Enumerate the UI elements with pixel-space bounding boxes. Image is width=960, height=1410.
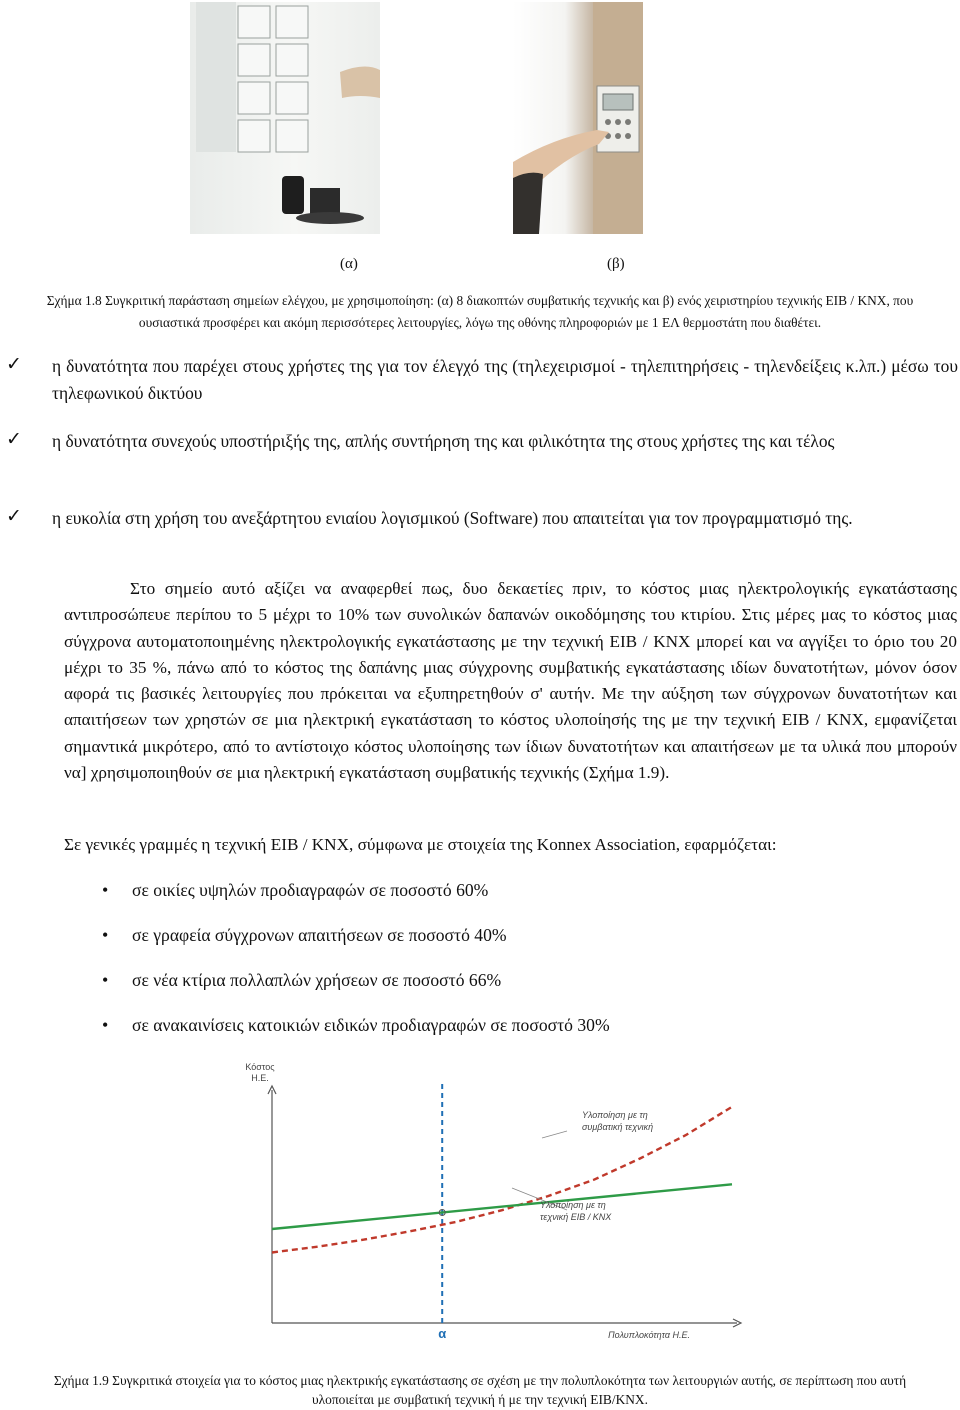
conventional-cost-curve <box>272 1107 732 1253</box>
checklist-item: η δυνατότητα που παρέχει στους χρήστες της για τον έλεγχό της (τηλεχειρισμοί - τηλεπιτηρήσεις - τηλενδείξεις κ.λπ.) μέσω του τηλεφωνικού δικτύου <box>52 356 958 403</box>
switch-column-left <box>238 6 270 152</box>
bullet-dot: • <box>102 880 109 900</box>
figure-label-a: (α) <box>340 256 358 272</box>
x-axis-label: Πολυπλοκότητα Η.Ε. <box>608 1330 690 1340</box>
knx-cost-line <box>272 1184 732 1229</box>
bullet-item: σε οικίες υψηλών προδιαγραφών σε ποσοστό 60% <box>132 880 489 900</box>
checklist-item: η δυνατότητα συνεχούς υποστήριξής της, απλής συντήρηση της και φιλικότητα της στους χρήστες της και τέλος <box>52 431 835 451</box>
figure-label-b: (β) <box>607 256 625 272</box>
bullet-item: σε ανακαινίσεις κατοικιών ειδικών προδιαγραφών σε ποσοστό 30% <box>132 1015 610 1035</box>
marker-label: α <box>438 1326 447 1341</box>
series-label-knx-line1: Υλοποίηση με τη <box>540 1200 606 1210</box>
figure-1-9-caption-line1: Σχήμα 1.9 Συγκριτικά στοιχεία για το κόστος μιας ηλεκτρικής εγκατάστασης σε σχέση με την πολυπλοκότητα των λειτουργιών αυτής, σε περίπτωση που αυτή <box>53 1373 907 1388</box>
series-label-knx-line2: τεχνική EIB / KNX <box>540 1212 612 1222</box>
checklist-item: η ευκολία στη χρήση του ανεξάρτητου ενιαίου λογισμικού (Software) που απαιτείται για τον προγραμματισμό της. <box>52 508 853 528</box>
bullet-dot: • <box>102 970 109 990</box>
y-axis-label-line1: Κόστος <box>245 1062 275 1072</box>
bullet-item: σε νέα κτίρια πολλαπλών χρήσεων σε ποσοστό 66% <box>132 970 502 990</box>
series-label-conventional-line2: συμβατική τεχνική <box>582 1122 654 1132</box>
figure-1-9-caption-line2: υλοποιείται με συμβατική τεχνική ή με την τεχνική EIB/KNX. <box>312 1392 648 1407</box>
y-axis-label-line2: Η.Ε. <box>251 1073 269 1083</box>
body-paragraph <box>64 576 957 786</box>
switch-column-right <box>276 6 308 152</box>
cost-complexity-chart <box>212 1058 752 1358</box>
knx-control-panel-photo <box>513 2 643 234</box>
series-label-conventional-line1: Υλοποίηση με τη <box>582 1110 648 1120</box>
check-icon: ✓ <box>6 505 22 527</box>
conventional-label-leader <box>542 1131 567 1138</box>
figure-1-8-caption-line1: Σχήμα 1.8 Συγκριτική παράσταση σημείων ελέγχου, με χρησιμοποίηση: (α) 8 διακοπτών συμβατικής τεχνικής και β) ενός χειριστηρίου τεχνικής EIB / KNX, που <box>46 293 914 308</box>
check-icon: ✓ <box>6 353 22 375</box>
figure-1-8-caption-line2: ουσιαστικά προσφέρει και ακόμη περισσότερες λειτουργίες, λόγω της οθόνης πληροφοριών με 1 ΕΛ θερμοστάτη που διαθέτει. <box>138 315 822 330</box>
y-axis <box>268 1086 276 1323</box>
x-axis <box>272 1319 741 1327</box>
check-icon: ✓ <box>6 428 22 450</box>
conventional-switches-photo <box>190 2 380 234</box>
intro-paragraph: Σε γενικές γραμμές η τεχνική EIB / KNX, σύμφωνα με στοιχεία της Konnex Association, εφαρμόζεται: <box>64 835 777 854</box>
body-paragraph-text: Στο σημείο αυτό αξίζει να αναφερθεί πως, δυο δεκαετίες πριν, το κόστος μιας ηλεκτρολογικής εγκατάστασης αντιπροσώπευε περίπου το 5 μέχρι το 10% των συνολικών δαπανών οικοδόμησης του κτιρίου. Στις μέρες μας το κόστος μιας σύγχρονα αυτοματοποιημένης ηλεκτρολογικής εγκατάστασης με την τεχνική EIB / KNX μπορεί και να αγγίξει το όριο του 20 μέχρι το 35 %, πάνω από το κόστος της δαπάνης μιας σύγχρονης συμβατικής εγκατάστασης ιδίων δυνατοτήτων, μόνον όσον αφορά τις βασικές λειτουργίες που πρόκειται να εξυπηρετηθούν σ' αυτήν. Με την αύξηση των σύγχρονων δυνατοτήτων και απαιτήσεων των χρηστών σε μια ηλεκτρική εγκατάσταση το κόστος υλοποίησής της με την τεχνική EIB / KNX, εμφανίζεται σημαντικά μικρότερο, από το αντίστοιχο κόστος υλοποίησης των ίδιων δυνατοτήτων και απαιτήσεων με τα υλικά που μπορούν να] χρησιμοποιηθούν σε μια ηλεκτρική εγκατάσταση συμβατικής τεχνικής (Σχήμα 1.9). <box>64 579 957 783</box>
bullet-dot: • <box>102 925 109 945</box>
bullet-dot: • <box>102 1015 109 1035</box>
bullet-item: σε γραφεία σύγχρονων απαιτήσεων σε ποσοστό 40% <box>132 925 507 945</box>
